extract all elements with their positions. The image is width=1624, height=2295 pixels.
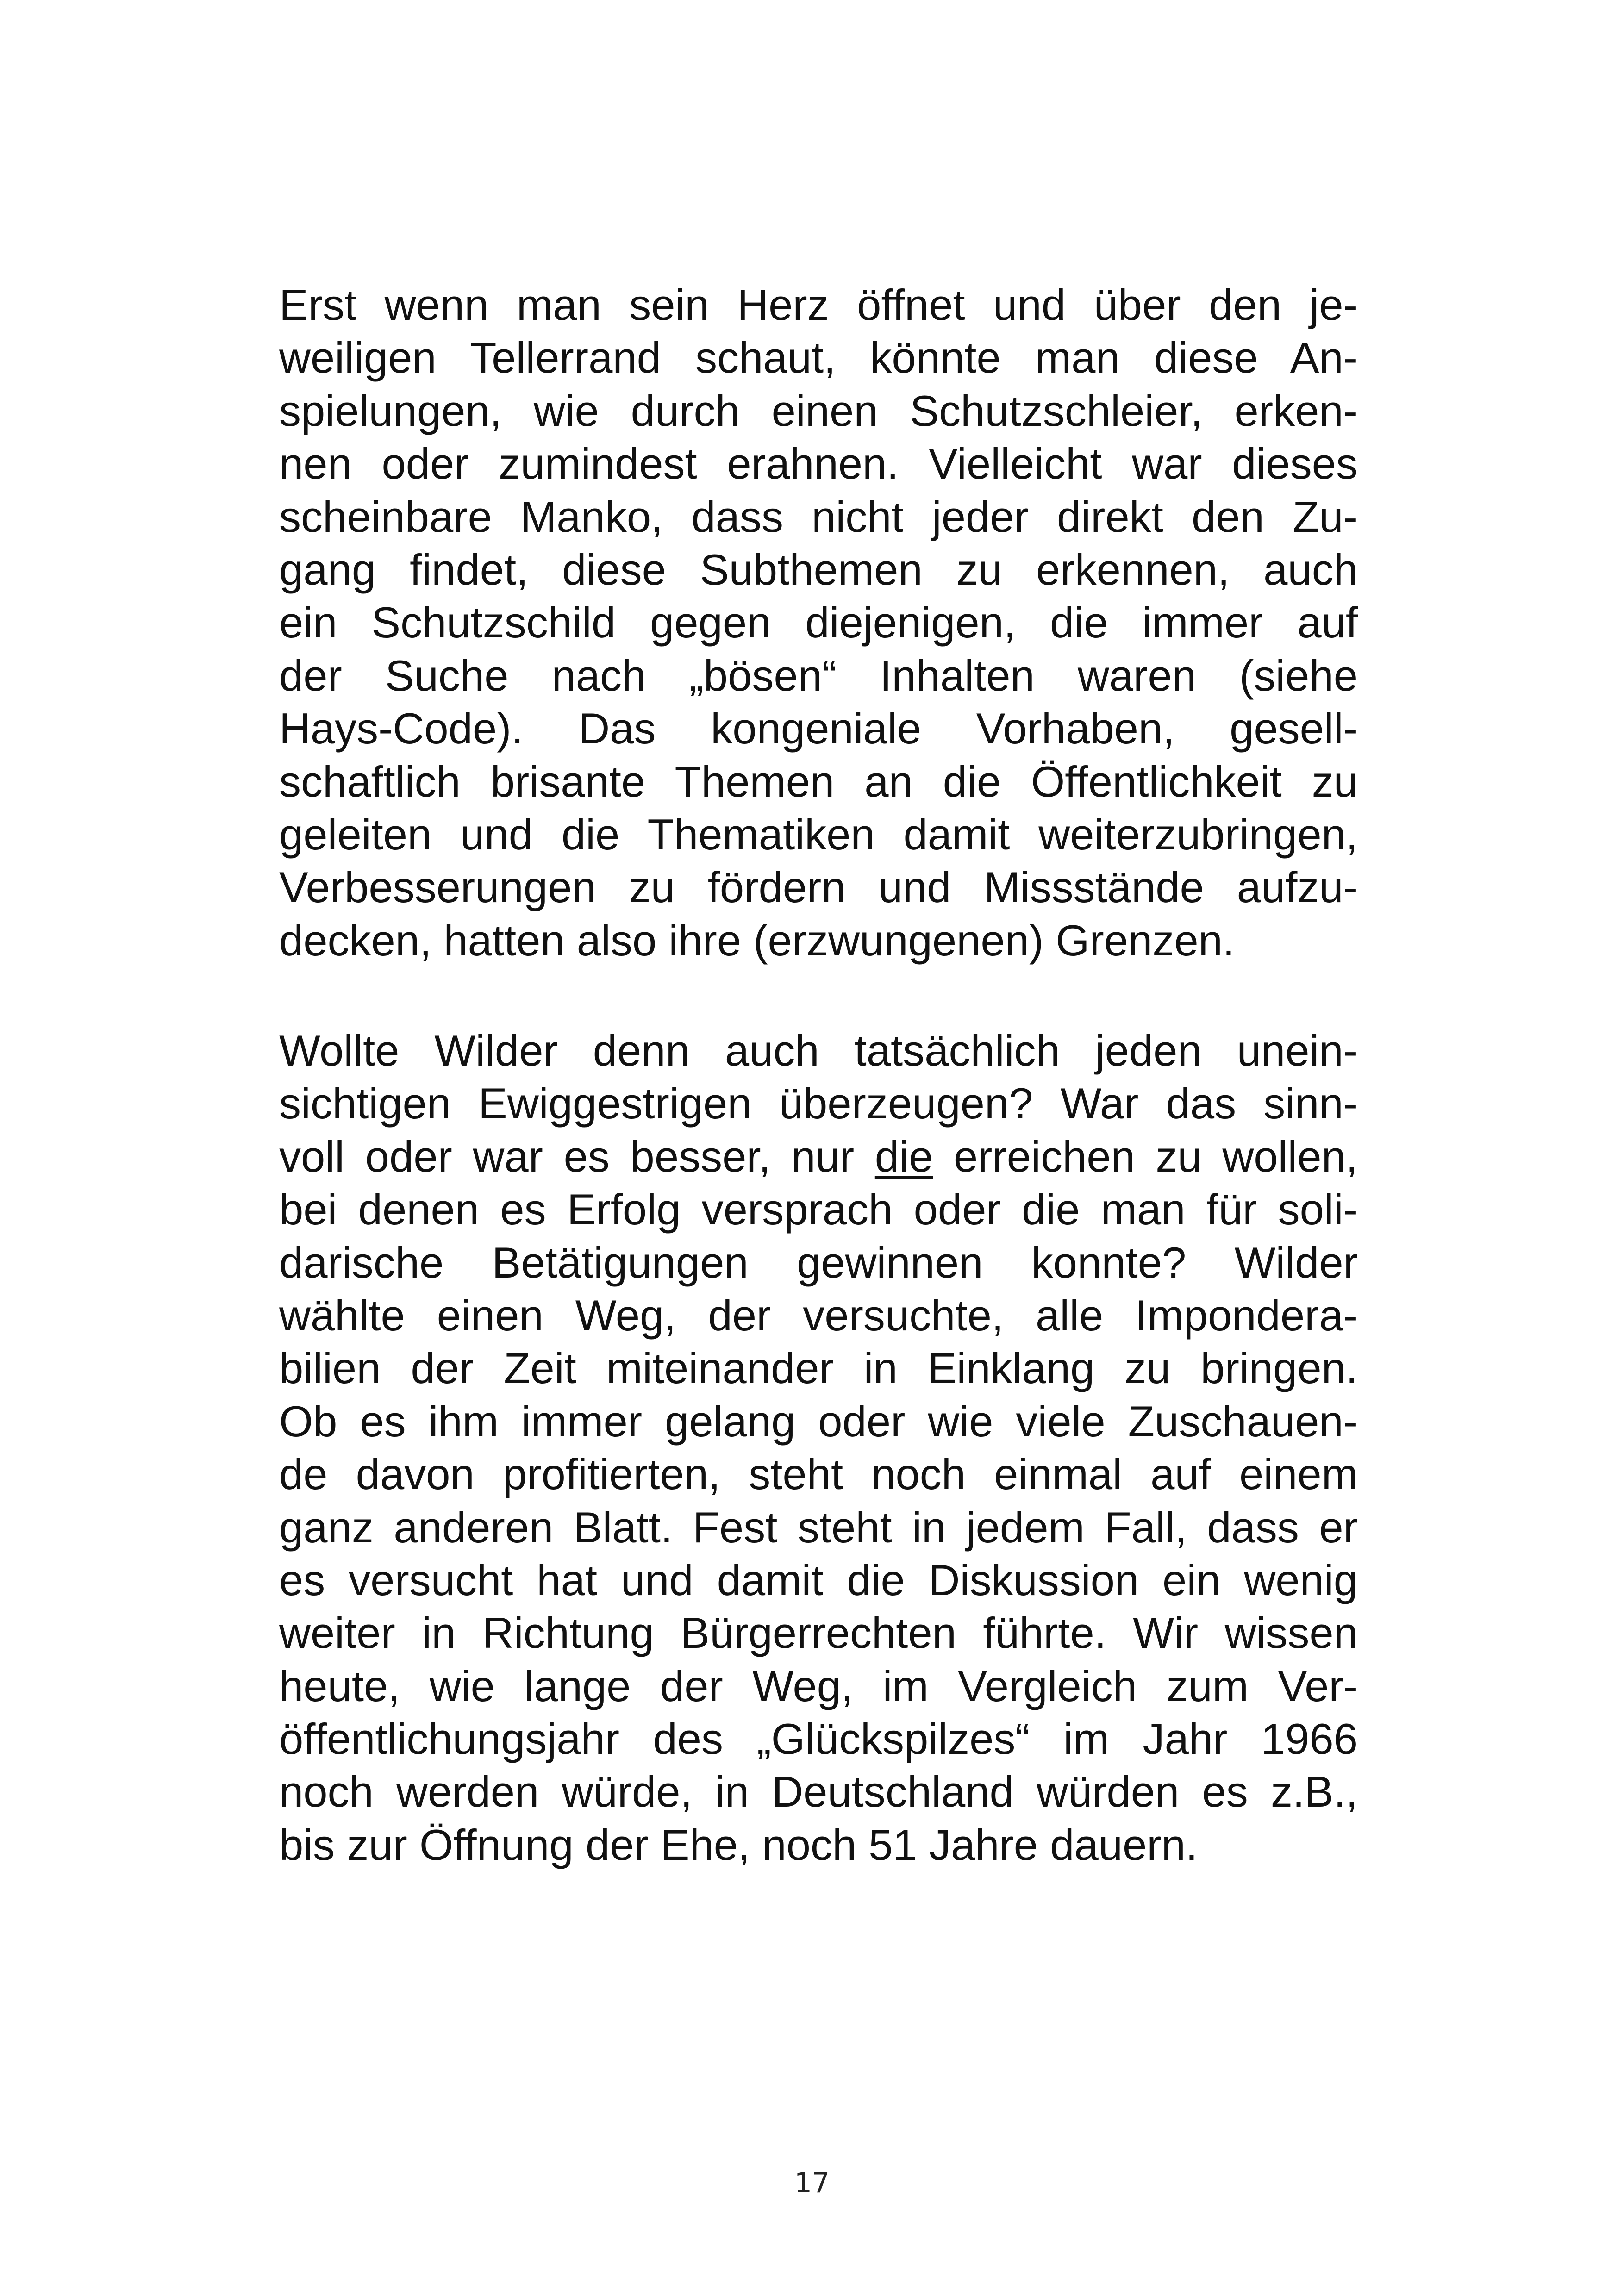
text-line: decken, hatten also ihre (erzwungenen) Grenzen. [279, 916, 1235, 965]
text-line: öffentlichungsjahr des „Glückspilzes“ im Jahr 1966 [279, 1715, 1358, 1764]
text-line: de davon profitierten, steht noch einmal auf einem [279, 1450, 1358, 1499]
paragraph-1 [279, 279, 1358, 967]
text-segment: voll oder war es besser, nur [279, 1132, 875, 1181]
text-line: bei denen es Erfolg versprach oder die man für soli- [279, 1185, 1358, 1234]
text-segment: erreichen zu wollen, [933, 1132, 1358, 1181]
text-line: bis zur Öffnung der Ehe, noch 51 Jahre dauern. [279, 1820, 1198, 1869]
text-line: weiter in Richtung Bürgerrechten führte. Wir wissen [279, 1609, 1358, 1658]
text-line: sichtigen Ewiggestrigen überzeugen? War das sinn- [279, 1079, 1358, 1128]
text-line: Erst wenn man sein Herz öffnet und über den je- [279, 281, 1358, 329]
text-line: bilien der Zeit miteinander in Einklang zu bringen. [279, 1344, 1358, 1393]
text-line: scheinbare Manko, dass nicht jeder direkt den Zu- [279, 492, 1358, 541]
text-line: geleiten und die Thematiken damit weiterzubringen, [279, 810, 1358, 859]
text-line: spielungen, wie durch einen Schutzschleier, erken- [279, 386, 1358, 435]
text-line: Verbesserungen zu fördern und Missstände aufzu- [279, 863, 1358, 912]
text-line: schaftlich brisante Themen an die Öffentlichkeit zu [279, 757, 1358, 806]
page-number: 17 [794, 2167, 830, 2199]
text-line: noch werden würde, in Deutschland würden es z.B., [279, 1767, 1358, 1816]
text-line: heute, wie lange der Weg, im Vergleich zum Ver- [279, 1661, 1358, 1710]
text-line-with-underline [279, 1130, 1358, 1183]
text-line: Hays-Code). Das kongeniale Vorhaben, gesell- [279, 704, 1358, 753]
text-line: Ob es ihm immer gelang oder wie viele Zuschauen- [279, 1397, 1358, 1446]
text-line: weiligen Tellerrand schaut, könnte man diese An- [279, 333, 1358, 382]
text-line: ein Schutzschild gegen diejenigen, die immer auf [279, 598, 1358, 647]
underlined-word: die [874, 1132, 933, 1181]
text-line: gang findet, diese Subthemen zu erkennen, auch [279, 545, 1358, 594]
text-line: es versucht hat und damit die Diskussion ein wenig [279, 1555, 1358, 1604]
text-line: darische Betätigungen gewinnen konnte? Wilder [279, 1238, 1358, 1287]
text-line: ganz anderen Blatt. Fest steht in jedem Fall, dass er [279, 1503, 1358, 1552]
paragraph-2 [279, 1024, 1358, 1871]
text-line: Wollte Wilder denn auch tatsächlich jeden unein- [279, 1026, 1358, 1075]
text-line: nen oder zumindest erahnen. Vielleicht war dieses [279, 439, 1358, 488]
text-line: der Suche nach „bösen“ Inhalten waren (siehe [279, 651, 1358, 700]
text-line: wählte einen Weg, der versuchte, alle Impondera- [279, 1291, 1358, 1340]
